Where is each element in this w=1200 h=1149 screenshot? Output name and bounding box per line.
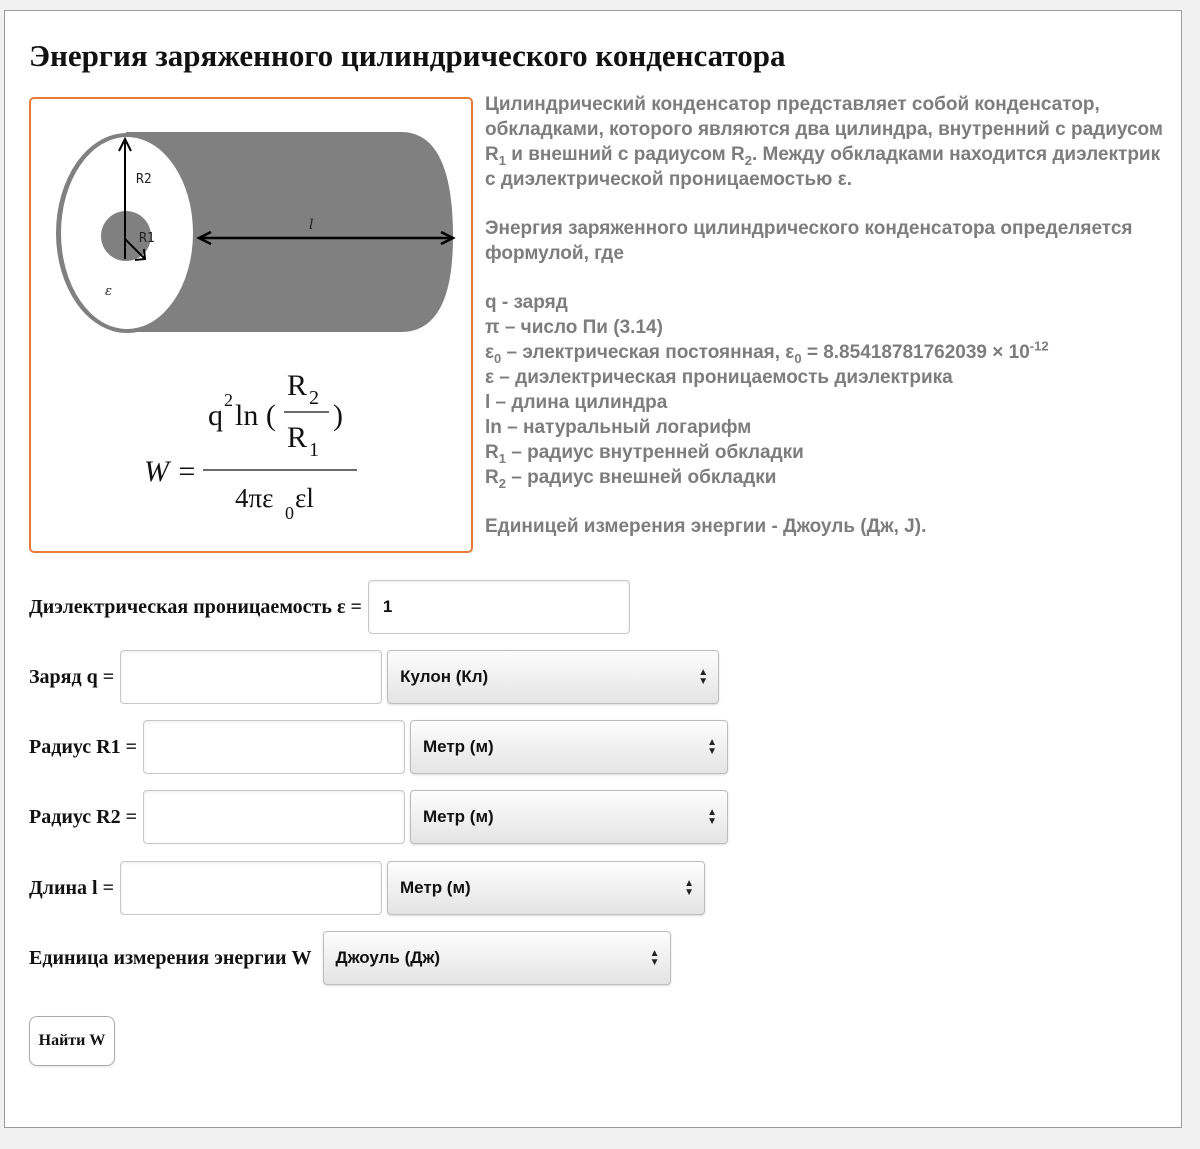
description-formula-intro: Энергия заряженного цилиндрического конденсатора определяется формулой, где (485, 218, 1133, 264)
select-arrows-icon: ▲ ▼ (707, 807, 717, 827)
charge-unit-select[interactable] (387, 650, 719, 704)
legend-eps: ε – диэлектрическая проницаемость диэлектрика (485, 367, 953, 388)
select-arrows-icon: ▲ ▼ (649, 948, 660, 968)
legend-eps0: $\varepsilon_0$ – электрическая постоянная, $\varepsilon_0 = 8.85418781762039 \times 10^{-12}$ (485, 338, 1049, 366)
r1-unit-value: Метр (м) (422, 737, 494, 756)
select-arrows-icon: ▲ ▼ (684, 878, 694, 898)
formula-r2-sub: 2 (309, 387, 319, 409)
epsilon-row (29, 580, 630, 634)
capacitor-figure (29, 97, 473, 553)
r1-unit-select[interactable] (410, 720, 728, 774)
label-length: l (309, 217, 314, 233)
charge-unit-value: Кулон (Кл) (400, 667, 489, 686)
formula-denominator-sub: 0 (285, 503, 294, 523)
find-w-button[interactable]: Найти W (29, 1016, 115, 1066)
legend-ln: ln – натуральный логарифм (485, 417, 752, 438)
r2-input[interactable] (143, 790, 405, 844)
description (485, 92, 1165, 539)
description-units: Единицей измерения энергии - Джоуль (Дж, J). (485, 516, 927, 537)
length-unit-select[interactable] (387, 861, 705, 915)
charge-input[interactable] (120, 650, 382, 704)
length-unit-value: Метр (м) (399, 878, 471, 897)
label-epsilon: ε (105, 284, 112, 299)
legend-r2: $R_2$ – радиус внешней обкладки (485, 467, 777, 491)
formula-r2: R (287, 369, 308, 402)
r1-row (29, 720, 728, 774)
r2-unit-value: Метр (м) (422, 807, 494, 826)
r2-row (29, 790, 728, 844)
epsilon-label: Диэлектрическая проницаемость ε = (29, 595, 362, 618)
formula-close-paren: ) (333, 399, 343, 432)
energy-formula (144, 369, 357, 523)
legend-q: q - заряд (485, 292, 568, 313)
legend-pi: π – число Пи (3.14) (485, 317, 663, 338)
r2-label: Радиус R2 = (29, 805, 137, 828)
formula-r1-sub: 1 (309, 439, 319, 461)
length-label: Длина l = (29, 876, 114, 899)
formula-denominator-rest: εl (295, 483, 314, 513)
length-input[interactable] (120, 861, 382, 915)
formula-denominator: 4πε (235, 483, 274, 513)
r1-label: Радиус R1 = (29, 735, 137, 758)
r2-unit-select[interactable] (410, 790, 728, 844)
energy-unit-label: Единица измерения энергии W (29, 946, 312, 969)
charge-row (29, 650, 719, 704)
charge-label: Заряд q = (29, 665, 115, 688)
label-r1: R1 (139, 231, 155, 246)
formula-lhs: W = (144, 455, 197, 488)
r1-input[interactable] (143, 720, 405, 774)
legend-l: l – длина цилиндра (485, 392, 668, 413)
description-intro: Цилиндрический конденсатор представляет собой конденсатор, обкладками, которого являются два цилиндра, внутренний с радиусом $R_1$ и внешний с радиусом $R_2$. Между обкладками находится диэлектрик с диэлектрической проницаемостью ε. (485, 94, 1163, 190)
energy-unit-row (29, 931, 671, 985)
page-title: Энергия заряженного цилиндрического конденсатора (29, 38, 786, 73)
epsilon-input[interactable] (368, 580, 630, 634)
formula-ln: ln ( (235, 399, 276, 432)
energy-unit-select[interactable] (323, 931, 671, 985)
label-r2: R2 (136, 172, 152, 187)
capacitor-diagram (31, 99, 475, 555)
formula-r1: R (287, 421, 308, 454)
formula-q-exponent: 2 (224, 390, 233, 410)
select-arrows-icon: ▲ ▼ (707, 737, 717, 757)
select-arrows-icon: ▲ ▼ (698, 667, 709, 687)
length-row (29, 861, 705, 915)
formula-q: q (208, 399, 223, 432)
energy-unit-value: Джоуль (Дж) (335, 948, 441, 967)
legend-r1: $R_1$ – радиус внутренней обкладки (485, 442, 804, 466)
